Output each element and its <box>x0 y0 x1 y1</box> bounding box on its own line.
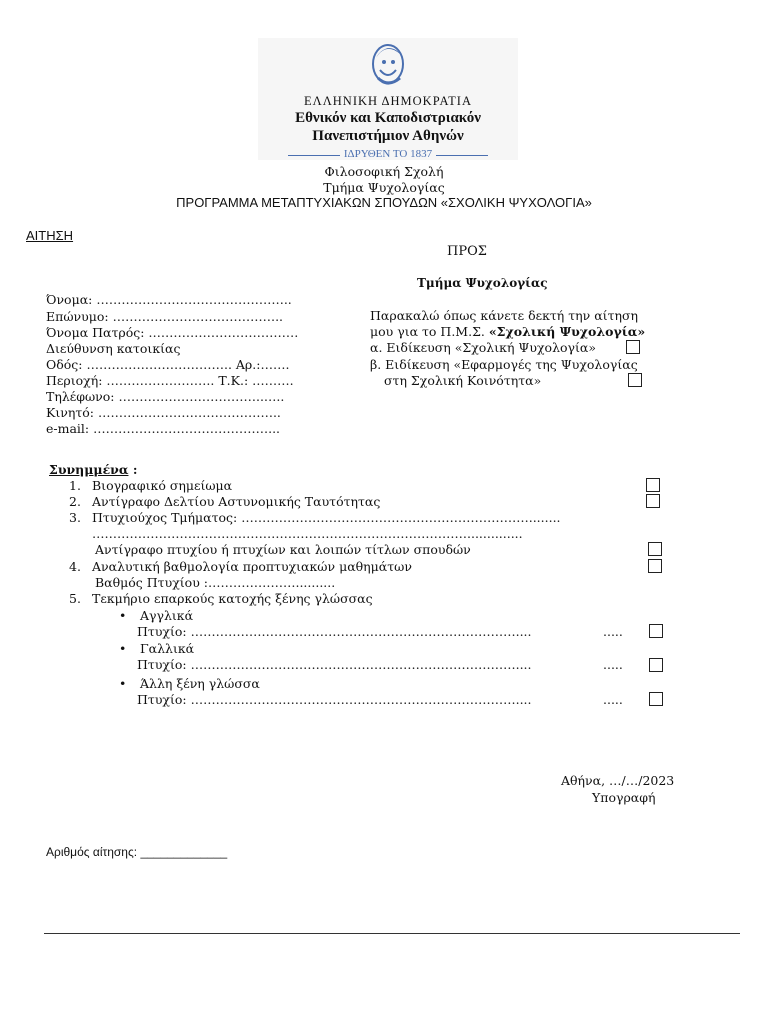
field-phone[interactable]: Τηλέφωνο: ……………………………..….. <box>46 389 285 404</box>
request-line1: Παρακαλώ όπως κάνετε δεκτή την αίτηση <box>370 308 639 323</box>
athena-head-icon <box>366 40 410 90</box>
application-number-blank[interactable]: _____________ <box>140 845 228 859</box>
request-line2: μου για το Π.Μ.Σ. «Σχολική Ψυχολογία» <box>370 324 646 339</box>
bullet-icon: • <box>119 641 127 656</box>
language-french-dots: ..... <box>603 657 623 672</box>
footer-divider <box>44 933 740 934</box>
attachment-number: 1. <box>69 478 81 493</box>
date-field[interactable]: Αθήνα, …/…/2023 <box>561 773 675 788</box>
attachment-grade[interactable]: Βαθμός Πτυχίου :………………….......... <box>95 575 336 590</box>
application-number-label: Αριθμός αίτησης: <box>46 845 138 859</box>
field-mobile[interactable]: Κινητό: …………………………………….. <box>46 405 281 420</box>
signature-label: Υπογραφή <box>592 790 656 805</box>
bullet-icon: • <box>119 676 127 691</box>
option-a-checkbox[interactable] <box>626 340 640 354</box>
university-logo <box>258 38 518 160</box>
attachment-number: 5. <box>69 591 81 606</box>
language-other-checkbox[interactable] <box>649 692 663 706</box>
bullet-icon: • <box>119 608 127 623</box>
language-other-degree[interactable]: Πτυχίο: …………………………………………………………………….... <box>137 692 532 707</box>
program-title: ΠΡΟΓΡΑΜΜΑ ΜΕΤΑΠΤΥΧΙΑΚΩΝ ΣΠΟΥΔΩΝ «ΣΧΟΛΙΚΗ ΨΥΧΟΛΟΓΙΑ» <box>176 195 592 210</box>
language-french-degree[interactable]: Πτυχίο: …………………………………………………………………….... <box>137 657 532 672</box>
university-name-line2: Πανεπιστήμιον Αθηνών <box>312 128 464 144</box>
school-name: Φιλοσοφική Σχολή <box>324 164 444 179</box>
university-name-line1: Εθνικόν και Καποδιστριακόν <box>295 110 481 126</box>
attachments-heading: Συνημμένα : <box>49 462 138 477</box>
field-last-name[interactable]: Επώνυμο: ………………………………….. <box>46 309 284 324</box>
attachment-graduate-department-cont[interactable]: ……………………………………………………………………………….............. <box>92 526 523 541</box>
attachment-graduate-department[interactable]: Πτυχιούχος Τμήματος: ……………………………………………………………........ <box>92 510 561 525</box>
option-b-checkbox[interactable] <box>628 373 642 387</box>
attachment-id-checkbox[interactable] <box>646 494 660 508</box>
attachment-id-copy: Αντίγραφο Δελτίου Αστυνομικής Ταυτότητας <box>92 494 381 509</box>
field-email[interactable]: e-mail: ……………………………………... <box>46 421 281 436</box>
language-english-checkbox[interactable] <box>649 624 663 638</box>
language-french: Γαλλικά <box>140 641 195 656</box>
attachment-transcript-checkbox[interactable] <box>648 559 662 573</box>
field-father-name[interactable]: Όνομα Πατρός: ……………………………… <box>46 325 299 340</box>
field-address-label: Διεύθυνση κατοικίας <box>46 341 181 356</box>
attachment-number: 3. <box>69 510 81 525</box>
application-title: ΑΙΤΗΣΗ <box>26 228 74 243</box>
language-english-dots: ..... <box>603 624 623 639</box>
language-french-checkbox[interactable] <box>649 658 663 672</box>
attachment-cv: Βιογραφικό σημείωμα <box>92 478 233 493</box>
republic-label: ΕΛΛΗΝΙΚΗ ΔΗΜΟΚΡΑΤΙΑ <box>304 94 472 108</box>
application-number <box>46 845 227 859</box>
attachment-number: 2. <box>69 494 81 509</box>
to-label: ΠΡΟΣ <box>447 244 487 259</box>
field-street[interactable]: Οδός: …………………………….. Αρ.:……. <box>46 357 290 372</box>
option-b-label-line1: β. Ειδίκευση «Εφαρμογές της Ψυχολογίας <box>370 357 638 372</box>
language-english: Αγγλικά <box>140 608 194 623</box>
attachment-degree-checkbox[interactable] <box>648 542 662 556</box>
option-b-label-line2: στη Σχολική Κοινότητα» <box>384 373 542 388</box>
attachment-cv-checkbox[interactable] <box>646 478 660 492</box>
attachment-number: 4. <box>69 559 81 574</box>
department-name: Τμήμα Ψυχολογίας <box>323 180 445 195</box>
language-english-degree[interactable]: Πτυχίο: …………………………………………………………………….... <box>137 624 532 639</box>
language-other: Άλλη ξένη γλώσσα <box>140 676 260 691</box>
attachment-transcript: Αναλυτική βαθμολογία προπτυχιακών μαθημάτων <box>92 559 412 574</box>
language-other-dots: ..... <box>603 692 623 707</box>
option-a-label: α. Ειδίκευση «Σχολική Ψυχολογία» <box>370 340 596 355</box>
attachment-language: Τεκμήριο επαρκούς κατοχής ξένης γλώσσας <box>92 591 373 606</box>
field-first-name[interactable]: Όνομα: ……………………………………….. <box>46 292 292 307</box>
founded-label: ΙΔΡΥΘΕΝ ΤΟ 1837 <box>258 148 518 160</box>
attachment-degree-copies: Αντίγραφο πτυχίου ή πτυχίων και λοιπών τίτλων σπουδών <box>95 542 471 557</box>
field-area[interactable]: Περιοχή: …………………….. Τ.Κ.: ………. <box>46 373 294 388</box>
recipient: Τμήμα Ψυχολογίας <box>417 276 548 290</box>
